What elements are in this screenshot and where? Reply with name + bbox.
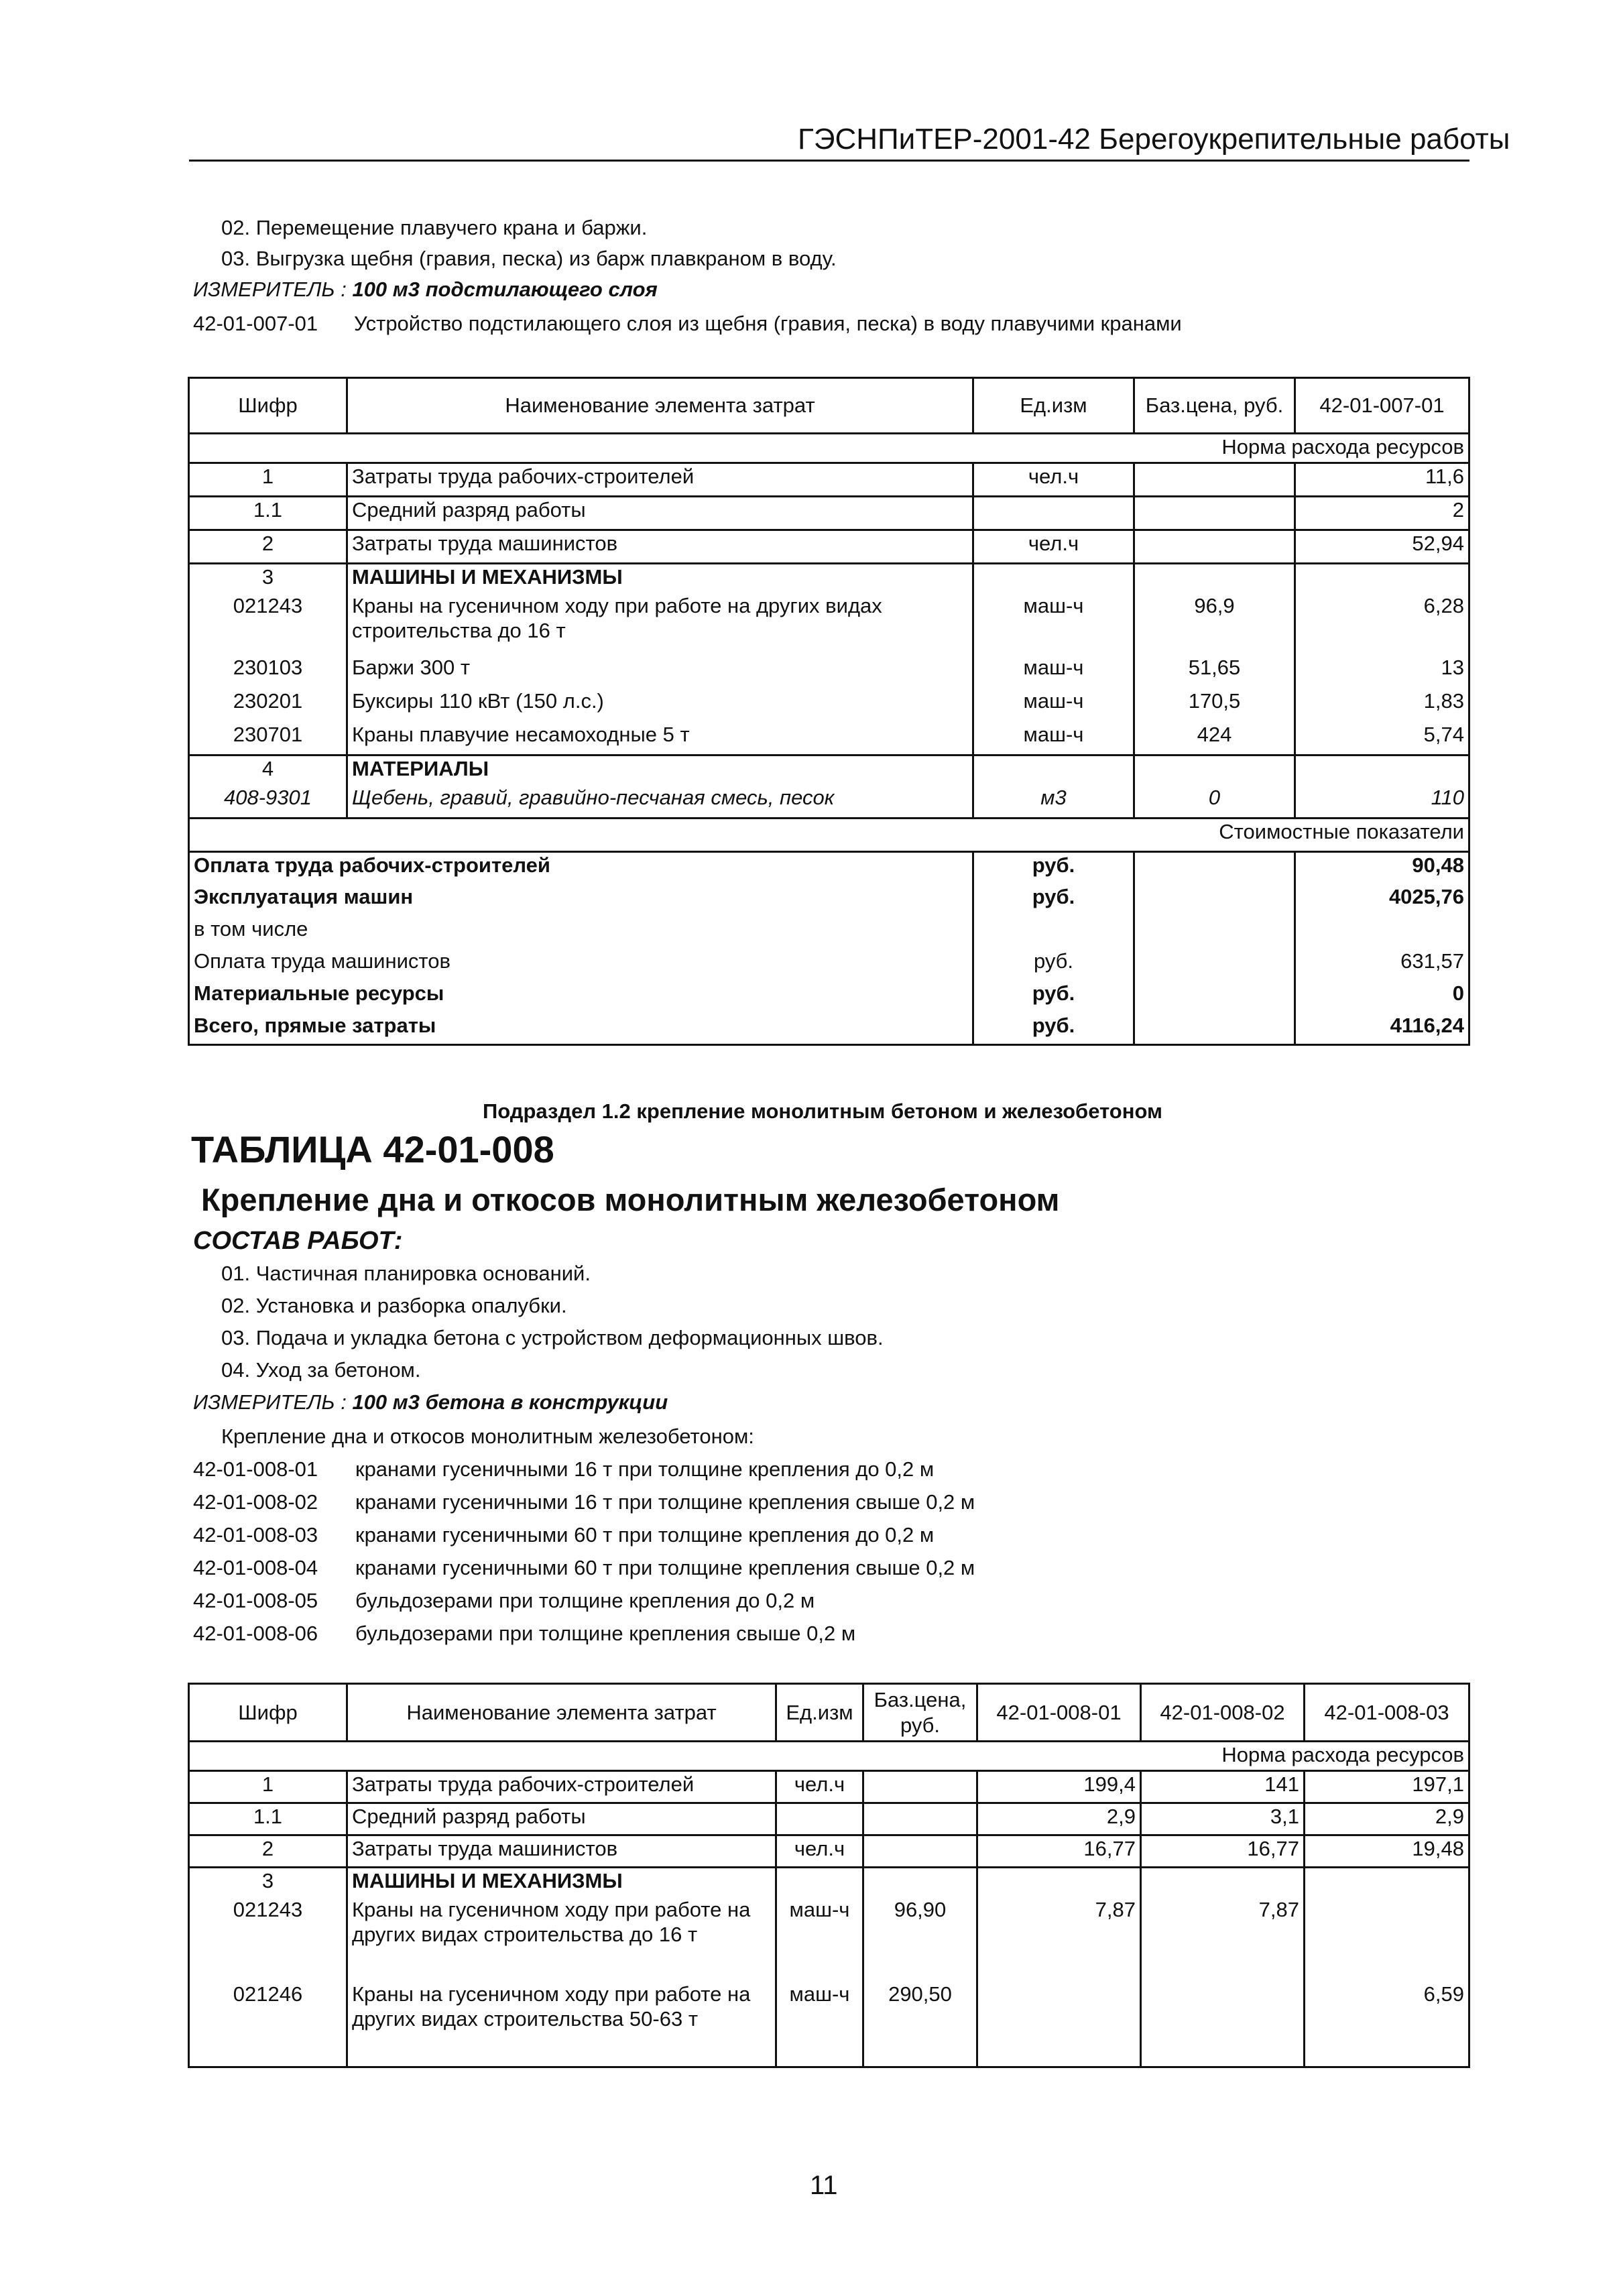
- cell-name: МАТЕРИАЛЫ: [347, 756, 973, 785]
- cell-norm: 3,1: [1141, 1803, 1305, 1835]
- cell-name: Затраты труда рабочих-строителей: [347, 1771, 776, 1803]
- cost-name: в том числе: [189, 916, 973, 949]
- cell-norm: [1141, 1868, 1305, 1897]
- col-header: Наименование элемента затрат: [347, 1684, 776, 1742]
- table-header-row: [189, 378, 1469, 434]
- code-description: кранами гусеничными 60 т при толщине крепления до 0,2 м: [355, 1523, 935, 1547]
- cost-label: Стоимостные показатели: [189, 819, 1469, 852]
- cost-label-row: [189, 819, 1469, 852]
- code-number: 42-01-008-06: [193, 1622, 318, 1645]
- cell-code: 1.1: [189, 1803, 347, 1835]
- cost-row: [189, 916, 1469, 949]
- cell-code: 230201: [189, 688, 347, 722]
- cell-norm: 199,4: [977, 1771, 1141, 1803]
- table-row: [189, 655, 1469, 688]
- cost-value: 4025,76: [1295, 884, 1469, 916]
- cell-norm: 13: [1295, 655, 1469, 688]
- norma-row: [189, 1742, 1469, 1771]
- work-step: 04. Уход за бетоном.: [221, 1358, 421, 1382]
- cell-unit: м3: [973, 785, 1134, 819]
- code-description: кранами гусеничными 16 т при толщине крепления свыше 0,2 м: [355, 1490, 975, 1514]
- cost-value: 0: [1295, 981, 1469, 1013]
- col-header: Баз.цена, руб.: [863, 1684, 977, 1742]
- cost-unit: руб.: [973, 884, 1134, 916]
- cell-norm: [1305, 1868, 1469, 1897]
- cell-norm: 2,9: [1305, 1803, 1469, 1835]
- cell-norm: 7,87: [977, 1897, 1141, 1982]
- cell-price: [863, 1868, 977, 1897]
- cell-code: 230103: [189, 655, 347, 688]
- cell-unit: маш-ч: [973, 722, 1134, 756]
- cell-name: МАШИНЫ И МЕХАНИЗМЫ: [347, 564, 973, 593]
- table-row: [189, 1897, 1469, 1982]
- cell-unit: чел.ч: [776, 1771, 863, 1803]
- code-number: 42-01-008-05: [193, 1589, 318, 1612]
- measurer-line: [193, 278, 658, 302]
- cost-name: Оплата труда рабочих-строителей: [189, 852, 973, 884]
- code-description: бульдозерами при толщине крепления свыше 0,2 м: [355, 1622, 856, 1645]
- table-name: Крепление дна и откосов монолитным железобетоном: [201, 1182, 1060, 1217]
- cell-name: Краны на гусеничном ходу при работе на других видах строительства 50-63 т: [347, 1982, 776, 2067]
- code-description: Устройство подстилающего слоя из щебня (гравия, песка) в воду плавучими кранами: [354, 312, 1182, 335]
- cell-price: 290,50: [863, 1982, 977, 2067]
- table-row: [189, 722, 1469, 756]
- col-header: Ед.изм: [973, 378, 1134, 434]
- cell-name: Затраты труда машинистов: [347, 530, 973, 564]
- cell-unit: маш-ч: [776, 1897, 863, 1982]
- work-step: 03. Подача и укладка бетона с устройством деформационных швов.: [221, 1326, 884, 1349]
- table-row-group: [189, 1868, 1469, 1897]
- cell-unit: [973, 497, 1134, 530]
- cell-unit: маш-ч: [973, 655, 1134, 688]
- cell-norm: 5,74: [1295, 722, 1469, 756]
- code-number: 42-01-008-03: [193, 1523, 318, 1547]
- cell-norm: 2: [1295, 497, 1469, 530]
- cell-code: 2: [189, 1835, 347, 1868]
- cost-name: Эксплуатация машин: [189, 884, 973, 916]
- cell-code: 3: [189, 1868, 347, 1897]
- code-description: кранами гусеничными 60 т при толщине крепления свыше 0,2 м: [355, 1556, 975, 1579]
- table-row: [189, 497, 1469, 530]
- intro-step: 02. Перемещение плавучего крана и баржи.: [221, 216, 648, 239]
- cell-norm: [977, 1868, 1141, 1897]
- cell-price: [863, 1835, 977, 1868]
- cell-norm: [1141, 1982, 1305, 2067]
- cell-norm: [1295, 564, 1469, 593]
- cell-name: МАШИНЫ И МЕХАНИЗМЫ: [347, 1868, 776, 1897]
- cost-row: [189, 852, 1469, 884]
- cell-name: Затраты труда рабочих-строителей: [347, 463, 973, 497]
- cell-norm: [1295, 756, 1469, 785]
- cost-row: [189, 949, 1469, 981]
- measurer-line: [193, 1390, 668, 1414]
- header-rule: [189, 160, 1469, 162]
- measurer-label: ИЗМЕРИТЕЛЬ :: [193, 1390, 347, 1414]
- cell-unit: маш-ч: [973, 688, 1134, 722]
- table-row: [189, 785, 1469, 819]
- work-step: 02. Установка и разборка опалубки.: [221, 1294, 567, 1317]
- cell-unit: чел.ч: [973, 463, 1134, 497]
- table-row: [189, 530, 1469, 564]
- cell-price: [1134, 530, 1295, 564]
- cell-price: 424: [1134, 722, 1295, 756]
- cell-norm: 16,77: [1141, 1835, 1305, 1868]
- cell-name: Буксиры 110 кВт (150 л.с.): [347, 688, 973, 722]
- cost-value: 631,57: [1295, 949, 1469, 981]
- table-row: [189, 1771, 1469, 1803]
- norma-label: Норма расхода ресурсов: [189, 1742, 1469, 1771]
- table-row-group: [189, 564, 1469, 593]
- measurer-value: 100 м3 бетона в конструкции: [352, 1390, 668, 1414]
- cost-price: [1134, 981, 1295, 1013]
- cost-row-total: [189, 1013, 1469, 1045]
- cost-price: [1134, 852, 1295, 884]
- measurer-value: 100 м3 подстилающего слоя: [352, 278, 658, 301]
- cell-norm: 197,1: [1305, 1771, 1469, 1803]
- cell-norm: 6,28: [1295, 593, 1469, 655]
- measurer-label: ИЗМЕРИТЕЛЬ :: [193, 278, 347, 301]
- norma-row: [189, 434, 1469, 463]
- cell-code: 021243: [189, 593, 347, 655]
- cell-unit: [973, 756, 1134, 785]
- cell-norm: 16,77: [977, 1835, 1141, 1868]
- cell-price: [1134, 497, 1295, 530]
- cell-price: 0: [1134, 785, 1295, 819]
- cell-price: 96,9: [1134, 593, 1295, 655]
- cost-price: [1134, 1013, 1295, 1045]
- cell-code: 021246: [189, 1982, 347, 2067]
- cell-unit: маш-ч: [973, 593, 1134, 655]
- cell-price: [1134, 756, 1295, 785]
- col-header: Шифр: [189, 1684, 347, 1742]
- table-row: [189, 1835, 1469, 1868]
- cost-row: [189, 884, 1469, 916]
- cell-name: Затраты труда машинистов: [347, 1835, 776, 1868]
- cell-unit: чел.ч: [973, 530, 1134, 564]
- cell-price: [1134, 564, 1295, 593]
- cell-name: Средний разряд работы: [347, 497, 973, 530]
- norma-label: Норма расхода ресурсов: [189, 434, 1469, 463]
- cell-code: 408-9301: [189, 785, 347, 819]
- cost-unit: [973, 916, 1134, 949]
- cell-unit: маш-ч: [776, 1982, 863, 2067]
- code-number: 42-01-008-01: [193, 1457, 318, 1481]
- cost-value: 90,48: [1295, 852, 1469, 884]
- cost-row: [189, 981, 1469, 1013]
- cost-unit: руб.: [973, 949, 1134, 981]
- cell-unit: [776, 1868, 863, 1897]
- running-header: ГЭСНПиТЕР-2001-42 Берегоукрепительные работы: [798, 123, 1510, 156]
- col-header: 42-01-008-02: [1141, 1684, 1305, 1742]
- cell-norm: [1305, 1897, 1469, 1982]
- cell-norm: 6,59: [1305, 1982, 1469, 2067]
- cost-unit: руб.: [973, 1013, 1134, 1045]
- col-header: 42-01-007-01: [1295, 378, 1469, 434]
- cell-norm: 1,83: [1295, 688, 1469, 722]
- cell-norm: 52,94: [1295, 530, 1469, 564]
- col-header: Наименование элемента затрат: [347, 378, 973, 434]
- cell-code: 3: [189, 564, 347, 593]
- cell-unit: [776, 1803, 863, 1835]
- cell-code: 2: [189, 530, 347, 564]
- code-description: кранами гусеничными 16 т при толщине крепления до 0,2 м: [355, 1457, 935, 1481]
- cost-price: [1134, 949, 1295, 981]
- col-header: 42-01-008-03: [1305, 1684, 1469, 1742]
- cell-price: [1134, 463, 1295, 497]
- col-header: Шифр: [189, 378, 347, 434]
- table-row-group: [189, 756, 1469, 785]
- col-header: Ед.изм: [776, 1684, 863, 1742]
- cell-price: 96,90: [863, 1897, 977, 1982]
- cost-unit: руб.: [973, 981, 1134, 1013]
- cell-price: [863, 1803, 977, 1835]
- cost-name: Материальные ресурсы: [189, 981, 973, 1013]
- cell-code: 4: [189, 756, 347, 785]
- table-header-row: [189, 1684, 1469, 1742]
- cell-code: 021243: [189, 1897, 347, 1982]
- cell-unit: [973, 564, 1134, 593]
- cell-name: Средний разряд работы: [347, 1803, 776, 1835]
- cell-price: 170,5: [1134, 688, 1295, 722]
- cell-code: 230701: [189, 722, 347, 756]
- cell-norm: 19,48: [1305, 1835, 1469, 1868]
- cost-name: Всего, прямые затраты: [189, 1013, 973, 1045]
- cell-price: 51,65: [1134, 655, 1295, 688]
- cost-price: [1134, 916, 1295, 949]
- code-number: 42-01-008-04: [193, 1556, 318, 1579]
- code-number: 42-01-007-01: [193, 312, 318, 335]
- cost-price: [1134, 884, 1295, 916]
- cell-norm: 11,6: [1295, 463, 1469, 497]
- norms-table-42-01-008: [188, 1683, 1470, 2068]
- work-composition-heading: СОСТАВ РАБОТ:: [193, 1227, 403, 1255]
- cost-unit: руб.: [973, 852, 1134, 884]
- table-title: ТАБЛИЦА 42-01-008: [191, 1128, 554, 1170]
- col-header: 42-01-008-01: [977, 1684, 1141, 1742]
- codes-lead: Крепление дна и откосов монолитным железобетоном:: [221, 1425, 754, 1448]
- cell-norm: 7,87: [1141, 1897, 1305, 1982]
- cell-price: [863, 1771, 977, 1803]
- cell-name: Краны на гусеничном ходу при работе на других видах строительства до 16 т: [347, 1897, 776, 1982]
- cell-unit: чел.ч: [776, 1835, 863, 1868]
- cell-code: 1: [189, 1771, 347, 1803]
- cell-name: Щебень, гравий, гравийно-песчаная смесь, песок: [347, 785, 973, 819]
- subsection-title: Подраздел 1.2 крепление монолитным бетоном и железобетоном: [483, 1099, 1162, 1123]
- table-row: [189, 1982, 1469, 2067]
- cell-name: Баржи 300 т: [347, 655, 973, 688]
- cost-value: 4116,24: [1295, 1013, 1469, 1045]
- code-number: 42-01-008-02: [193, 1490, 318, 1514]
- norms-table-42-01-007: [188, 377, 1470, 1046]
- table-row: [189, 688, 1469, 722]
- cell-code: 1.1: [189, 497, 347, 530]
- cell-norm: 2,9: [977, 1803, 1141, 1835]
- page-number: 11: [810, 2171, 838, 2200]
- cell-norm: 141: [1141, 1771, 1305, 1803]
- table-row: [189, 593, 1469, 655]
- code-description: бульдозерами при толщине крепления до 0,2 м: [355, 1589, 815, 1612]
- cell-name: Краны на гусеничном ходу при работе на других видах строительства до 16 т: [347, 593, 973, 655]
- cell-norm: [977, 1982, 1141, 2067]
- intro-step: 03. Выгрузка щебня (гравия, песка) из барж плавкраном в воду.: [221, 247, 837, 270]
- cell-norm: 110: [1295, 785, 1469, 819]
- cell-code: 1: [189, 463, 347, 497]
- col-header: Баз.цена, руб.: [1134, 378, 1295, 434]
- cost-name: Оплата труда машинистов: [189, 949, 973, 981]
- cost-value: [1295, 916, 1469, 949]
- work-step: 01. Частичная планировка оснований.: [221, 1262, 591, 1285]
- cell-name: Краны плавучие несамоходные 5 т: [347, 722, 973, 756]
- table-row: [189, 1803, 1469, 1835]
- table-row: [189, 463, 1469, 497]
